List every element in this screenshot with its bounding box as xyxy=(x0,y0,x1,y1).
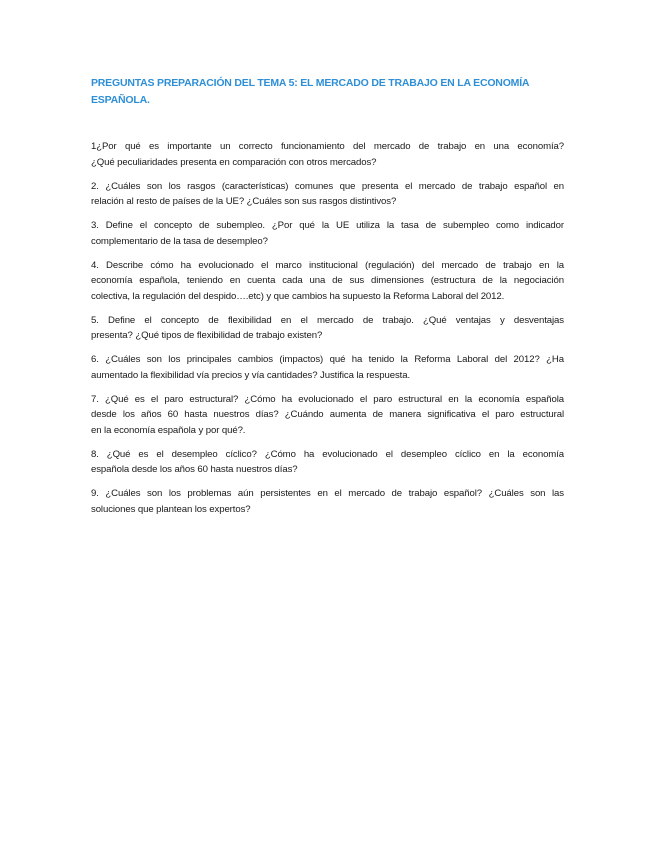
question-line: 4. Describe cómo ha evolucionado el marco institucional (regulación) del mercado de trabajo en la xyxy=(91,259,564,271)
question-item xyxy=(91,352,564,383)
question-item xyxy=(91,486,564,517)
question-line: en la economía española y por qué?. xyxy=(91,424,246,436)
question-list xyxy=(91,139,564,526)
question-item xyxy=(91,179,564,210)
question-line: 5. Define el concepto de flexibilidad en el mercado de trabajo. ¿Qué ventajas y desventajas xyxy=(91,314,564,326)
question-line: española desde los años 60 hasta nuestros días? xyxy=(91,464,298,475)
question-line: aumentado la flexibilidad vía precios y vía cantidades? Justifica la respuesta. xyxy=(91,369,411,381)
question-line: relación al resto de países de la UE? ¿Cuáles son sus rasgos distintivos? xyxy=(91,196,397,207)
question-item xyxy=(91,139,564,170)
question-item xyxy=(91,447,564,478)
document-title: PREGUNTAS PREPARACIÓN DEL TEMA 5: EL MERCADO DE TRABAJO EN LA ECONOMÍA ESPAÑOLA. xyxy=(91,77,529,106)
question-line: 6. ¿Cuáles son los principales cambios (impactos) qué ha tenido la Reforma Laboral del 2012? ¿Ha xyxy=(91,354,564,365)
question-line: soluciones que plantean los expertos? xyxy=(91,503,251,515)
question-line: ¿Qué peculiaridades presenta en comparación con otros mercados? xyxy=(91,156,377,168)
question-line: presenta? ¿Qué tipos de flexibilidad de trabajo existen? xyxy=(91,330,323,341)
question-line: desde los años 60 hasta nuestros días? ¿Cuándo aumenta de manera significativa el paro estructural xyxy=(91,409,564,420)
question-line: 7. ¿Qué es el paro estructural? ¿Cómo ha evolucionado el paro estructural en la economía española xyxy=(91,393,564,405)
question-item xyxy=(91,258,564,305)
question-item xyxy=(91,392,564,439)
question-line: 9. ¿Cuáles son los problemas aún persistentes en el mercado de trabajo español? ¿Cuáles son las xyxy=(91,488,564,499)
question-line: economía española, teniendo en cuenta cada una de sus dimensiones (estructura de la negociación xyxy=(91,275,564,286)
question-line: colectiva, la regulación del despido….etc) y que cambios ha supuesto la Reforma Laboral del 2012. xyxy=(91,290,505,302)
question-item xyxy=(91,313,564,344)
question-line: 8. ¿Qué es el desempleo cíclico? ¿Cómo ha evolucionado el desempleo cíclico en la economía xyxy=(91,448,564,460)
question-line: 1¿Por qué es importante un correcto funcionamiento del mercado de trabajo en una economía? xyxy=(91,141,564,152)
question-line: 3. Define el concepto de subempleo. ¿Por qué la UE utiliza la tasa de subempleo como indicador xyxy=(91,220,564,231)
question-line: complementario de la tasa de desempleo? xyxy=(91,235,268,247)
question-line: 2. ¿Cuáles son los rasgos (características) comunes que presenta el mercado de trabajo español en xyxy=(91,180,564,192)
question-item xyxy=(91,218,564,249)
